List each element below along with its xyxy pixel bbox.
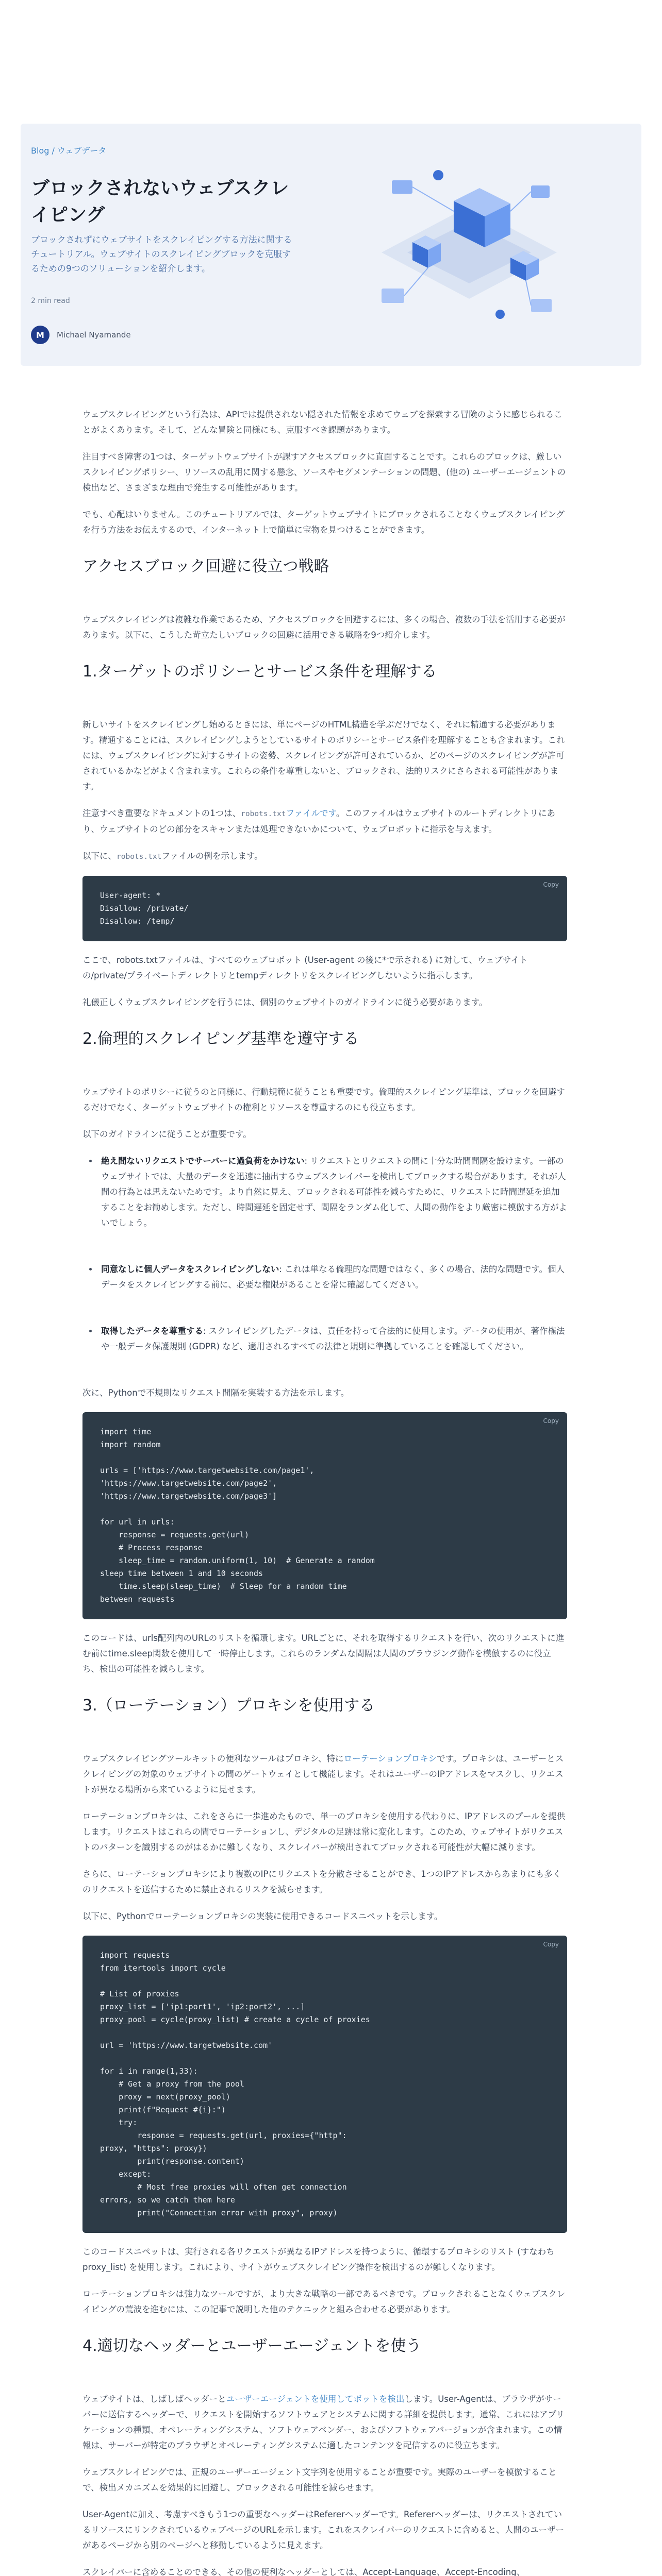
section-heading: 3.（ローテーション）プロキシを使用する bbox=[82, 1697, 375, 1715]
breadcrumb[interactable]: Blog / ウェブデータ bbox=[31, 146, 107, 156]
section-paragraph: 礼儀正しくウェブスクレイピングを行うには、個別のウェブサイトのガイドラインに従う必要があります。 bbox=[82, 997, 488, 1007]
text-span: 以下に、 bbox=[82, 851, 117, 861]
text-span: ファイルの例を示します。 bbox=[161, 851, 263, 861]
page-title: ブロックされないウェブスクレイピング bbox=[31, 178, 289, 226]
guideline-list bbox=[98, 1154, 567, 1354]
hero-banner bbox=[21, 124, 641, 366]
section-paragraph: 新しいサイトをスクレイピングし始めるときには、単にページのHTML構造を学ぶだけでなく、それに精通する必要があります。精通することには、スクレイピングしようとしているサイトのポリシーとサービス条件を理解することも含まれます。これには、ウェブスクレイピングに対するサイトの姿勢、スクレイピングが許可されているか、どのページのスクレイピングが許可されているかなどがよく含まれます。これらの条件を尊重しないと、ブロックされ、法的リスクにさらされる可能性があります。 bbox=[82, 720, 565, 791]
list-item-text: : リクエストとリクエストの間に十分な時間間隔を設けます。一部のウェブサイトでは、大量のデータを迅速に抽出するウェブスクレイパーを検出してブロックする場合があります。それが人間の行為とは思えないためです。より自然に見え、ブロックされる可能性を減らすために、リクエストに時間遅延を追加することをお勧めします。ただし、時間遅延を固定せず、間隔をランダム化して、人間の動作をより厳密に模倣する方がよいでしょう。 bbox=[101, 1156, 567, 1228]
list-item-text: : これは単なる倫理的な問題ではなく、多くの場合、法的な問題です。個人データをスクレイピングする前に、必要な権限があることを常に確認してください。 bbox=[101, 1264, 565, 1290]
code-block bbox=[82, 1412, 567, 1619]
section-paragraph: ここで、robots.txtファイルは、すべてのウェブロボット (User-agent の後に*で示される) に対して、ウェブサイトの/private/プライベートディレクトリとtempディレクトリをスクレイピングしないように指示します。 bbox=[82, 955, 528, 980]
code-text: import requests from itertools import cycle # List of proxies proxy_list = ['ip1:port1', 'ip2:port2', ...] proxy_pool = cycle(proxy_list) # create a cycle of proxies url = 'https://www.targetwebsite.com' for i in range(1,33): # Get a proxy from the pool proxy = next(proxy_pool) print(f"Request #{i}:") try: response = requests.get(url, proxies={"http": proxy, "https": proxy}) print(response.content) except: # Most free proxies will often get connection errors, so we catch them here print("Connection error with proxy", proxy) bbox=[100, 1951, 370, 2217]
copy-button[interactable]: Copy bbox=[543, 1417, 559, 1425]
page-subtitle: ブロックされずにウェブサイトをスクレイピングする方法に関するチュートリアル。ウェブサイトのスクレイピングブロックを克服するための9つのソリューションを紹介します。 bbox=[31, 235, 292, 274]
section-paragraph bbox=[82, 2392, 567, 2453]
section-paragraph: さらに、ローテーションプロキシにより複数のIPにリクエストを分散させることができ、1つのIPアドレスからあまりにも多くのリクエストを送信するために禁止されるリスクを減らせます。 bbox=[82, 1869, 561, 1894]
code-block bbox=[82, 876, 567, 941]
intro-paragraph: 注目すべき障害の1つは、ターゲットウェブサイトが課すアクセスブロックに直面することです。これらのブロックは、厳しいスクレイピングポリシー、リソースの乱用に関する懸念、ソースやセグメンテーションの問題、(他の) ユーザーエージェントの検出など、さまざまな理由で発生する可能性があります。 bbox=[82, 452, 566, 493]
list-item bbox=[98, 1154, 567, 1231]
section-heading: 4.適切なヘッダーとユーザーエージェントを使う bbox=[82, 2337, 422, 2355]
avatar: M bbox=[31, 326, 49, 344]
list-item bbox=[98, 1262, 567, 1293]
author-name[interactable]: Michael Nyamande bbox=[57, 330, 131, 340]
list-item-text: : スクレイピングしたデータは、責任を持って合法的に使用します。データの使用が、著作権法や一般データ保護規則 (GDPR) など、適用されるすべての法律と規則に準拠していることを確認してください。 bbox=[101, 1326, 565, 1351]
section-paragraph: 以下のガイドラインに従うことが重要です。 bbox=[82, 1129, 252, 1139]
intro-paragraph: でも、心配はいりません。このチュートリアルでは、ターゲットウェブサイトにブロックされることなくウェブスクレイピングを行う方法をお伝えするので、インターネット上で簡単に宝物を見つけることができます。 bbox=[82, 510, 565, 535]
list-item-title: 同意なしに個人データをスクレイピングしない bbox=[101, 1264, 279, 1274]
list-item-title: 絶え間ないリクエストでサーバーに過負荷をかけない bbox=[101, 1156, 305, 1166]
text-span: します。User-Agentは、ブラウザがサーバーに送信するヘッダーで、リクエストを開始するソフトウェアとシステムに関する詳細を提供します。通常、これにはアプリケーションの種類、オペレーティングシステム、ソフトウェアベンダー、およびソフトウェアバージョンが含まれます。この情報は、サーバーが特定のブラウザとオペレーティングシステムに適したコンテンツを配信するのに役立ちます。 bbox=[82, 2394, 565, 2450]
copy-button[interactable]: Copy bbox=[543, 881, 559, 888]
intro-paragraph: ウェブスクレイピングという行為は、APIでは提供されない隠された情報を求めてウェブを探索する冒険のように感じられることがよくあります。そして、どんな冒険と同様にも、克服すべき課題があります。 bbox=[82, 410, 562, 435]
isometric-illustration-icon bbox=[361, 144, 577, 345]
code-text: import time import random urls = ['https://www.targetwebsite.com/page1', 'https://www.targetwebsite.com/page2', 'https://www.targetwebsite.com/page3'] for url in urls: response = requests.get(url) # Process response sleep_time = random.uniform(1, 10) # Generate a random sleep time between 1 and 10 seconds time.sleep(sleep_time) # Sleep for a random time between requests bbox=[100, 1427, 375, 1604]
text-span: 。このファイルはウェブサイトのルートディレクトリにあり、ウェブサイトのどの部分をスキャンまたは処理できないかについて、ウェブロボットに指示を与えます。 bbox=[82, 808, 556, 834]
section-paragraph: 以下に、Pythonでローテーションプロキシの実装に使用できるコードスニペットを示します。 bbox=[82, 1911, 443, 1921]
robots-txt-link[interactable]: ファイルです bbox=[286, 808, 336, 818]
copy-button[interactable]: Copy bbox=[543, 1941, 559, 1948]
section-paragraph: このコードは、urls配列内のURLのリストを循環します。URLごとに、それを取得するリクエストを行い、次のリクエストに進む前にtime.sleep関数を使用して一時停止します。これらのランダムな間隔は人間のブラウジング動作を模倣するのに役立ち、検出の可能性を減らします。 bbox=[82, 1633, 565, 1674]
list-item bbox=[98, 1324, 567, 1354]
text-span: ウェブサイトは、しばしばヘッダーと bbox=[82, 2394, 226, 2404]
bot-detection-link[interactable]: ユーザーエージェントを使用してボットを検出 bbox=[226, 2394, 405, 2404]
read-time: 2 min read bbox=[31, 297, 70, 305]
section-paragraph: ウェブスクレイピングでは、正規のユーザーエージェント文字列を使用することが重要です。実際のユーザーを模倣することで、検出メカニズムを効果的に回避し、ブロックされる可能性を減らせます。 bbox=[82, 2467, 557, 2493]
author-info[interactable] bbox=[31, 326, 131, 344]
section-paragraph bbox=[82, 806, 567, 837]
section-paragraph: このコードスニペットは、実行される各リクエストが異なるIPアドレスを持つように、循環するプロキシのリスト (すなわちproxy_list) を使用します。これにより、サイトがウェブスクレイピング操作を検出するのが難しくなります。 bbox=[82, 2247, 555, 2272]
text-span: ウェブスクレイピングツールキットの便利なツールはプロキシ、特に bbox=[82, 1754, 344, 1764]
section-paragraph: 次に、Pythonで不規則なリクエスト間隔を実装する方法を示します。 bbox=[82, 1388, 350, 1398]
code-block bbox=[82, 1936, 567, 2233]
section-heading: アクセスブロック回避に役立つ戦略 bbox=[82, 557, 329, 575]
section-paragraph: User-Agentに加え、考慮すべきもう1つの重要なヘッダーはRefererヘッダーです。Refererヘッダーは、リクエストされているリソースにリンクされているウェブページのURLを示します。これをスクレイパーのリクエストに含めると、人間のユーザーがあるページから別のページへと移動しているように見えます。 bbox=[82, 2510, 565, 2550]
section-paragraph: ローテーションプロキシは、これをさらに一歩進めたもので、単一のプロキシを使用する代わりに、IPアドレスのプールを提供します。リクエストはこれらの間でローテーションし、デジタルの足跡は常に変化します。このため、ウェブサイトがリクエストのパターンを識別するのがはるかに難しくなり、スクレイパーが検出されてブロックされる可能性が大幅に減ります。 bbox=[82, 1811, 566, 1852]
section-paragraph bbox=[82, 1751, 567, 1798]
section-paragraph: ローテーションプロキシは強力なツールですが、より大きな戦略の一部であるべきです。ブロックされることなくウェブスクレイピングの荒波を進むには、この記事で説明した他のテクニックと組み合わせる必要があります。 bbox=[82, 2289, 566, 2314]
list-item-title: 取得したデータを尊重する bbox=[101, 1326, 203, 1336]
code-text: User-agent: * Disallow: /private/ Disallow: /temp/ bbox=[100, 891, 189, 926]
rotating-proxy-link[interactable]: ローテーションプロキシ bbox=[343, 1754, 437, 1764]
section-paragraph: スクレイパーに含めることのできる、その他の便利なヘッダーとしては、Accept-Language、Accept-Encoding、 bbox=[82, 2567, 525, 2576]
article-body bbox=[82, 407, 567, 2576]
inline-code: robots.txt bbox=[241, 810, 286, 818]
section-heading: 2.倫理的スクレイピング基準を遵守する bbox=[82, 1030, 359, 1048]
inline-code: robots.txt bbox=[117, 853, 162, 861]
section-heading: 1.ターゲットのポリシーとサービス条件を理解する bbox=[82, 663, 437, 681]
text-span: です。プロキシは、ユーザーとスクレイピングの対象のウェブサイトの間のゲートウェイとして機能します。それはユーザーのIPアドレスをマスクし、リクエストが異なる場所から来ているように見せます。 bbox=[82, 1754, 564, 1794]
section-paragraph: ウェブスクレイピングは複雑な作業であるため、アクセスブロックを回避するには、多くの場合、複数の手法を活用する必要があります。以下に、こうした苛立たしいブロックの回避に活用できる戦略を9つ紹介します。 bbox=[82, 615, 566, 640]
section-paragraph bbox=[82, 849, 567, 865]
text-span: 注意すべき重要なドキュメントの1つは、 bbox=[82, 808, 241, 818]
section-paragraph: ウェブサイトのポリシーに従うのと同様に、行動規範に従うことも重要です。倫理的スクレイピング基準は、ブロックを回避するだけでなく、ターゲットウェブサイトの権利とリソースを尊重するのにも役立ちます。 bbox=[82, 1087, 565, 1112]
